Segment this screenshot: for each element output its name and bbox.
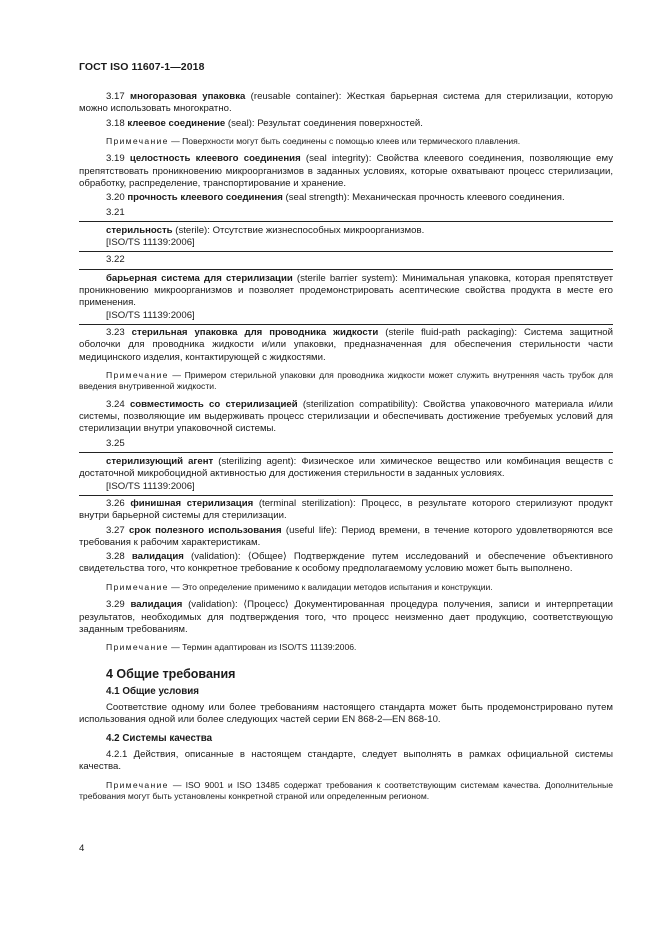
term-number-3-21: 3.21 [106,206,125,218]
term-3-29: 3.29 валидация (validation): ⟨Процесс⟩ Документированная процедура получения, записи и интерпретации результатов, необходимых для подтверждения того, что процесс неизменно дает продукцию, соответствующую заданным требованиям. [79,599,613,635]
term-3-20: 3.20 прочность клеевого соединения (seal strength): Механическая прочность клеевого соединения. [106,192,565,204]
term-3-18: 3.18 клеевое соединение (seal): Результат соединения поверхностей. [106,117,423,129]
subsection-heading-4-2: 4.2 Системы качества [106,732,213,744]
boxed-term-3-25: стерилизующий агент (sterilizing agent): Физическое или химическое вещество или комбинация веществ с достаточной микробоцидной активностью для достижения стерильности в заданных условиях. [ISO/TS 11139:2006] [79,452,613,496]
document-header: ГОСТ ISO 11607-1—2018 [79,61,205,73]
boxed-term-3-21: стерильность (sterile): Отсутствие жизнеспособных микроорганизмов. [ISO/TS 11139:2006] [79,221,613,253]
reference: [ISO/TS 11139:2006] [106,237,195,249]
note-4-2-1: Примечание — ISO 9001 и ISO 13485 содержат требования к соответствующим системам качества. Дополнительные требования могут быть установлены конкретной страной или определенным регионом. [79,779,613,802]
term-3-24: 3.24 совместимость со стерилизацией (sterilization compatibility): Свойства упаковочного материала и/или системы, позволяющие им выдерживать процесс стерилизации и обеспечивать достижение требуемых условий для стерилизации внутри упаковочной системы. [79,398,613,435]
term-3-28: 3.28 валидация (validation): ⟨Общее⟩ Подтверждение путем исследований и обеспечение объективного свидетельства того, что конкретное требование к особому предполагаемому условию может быть выполнено. [79,551,614,575]
note-3-18: Примечание — Поверхности могут быть соединены с помощью клеев или термического плавления. [106,135,521,146]
page-number: 4 [79,843,85,854]
reference: [ISO/TS 11139:2006] [106,309,195,321]
section-heading-4: 4 Общие требования [106,666,236,681]
note-3-23: Примечание — Примером стерильной упаковки для проводника жидкости может служить внутренняя часть трубок для введения внутривенной жидкости. [79,369,613,392]
paragraph-4-2-1: 4.2.1 Действия, описанные в настоящем стандарте, следует выполнять в рамках официальной системы качества. [79,749,613,773]
term-number-3-25: 3.25 [106,437,125,449]
paragraph-4-1: Соответствие одному или более требованиям настоящего стандарта может быть продемонстрировано путем использования одной или более следующих частей серии EN 868-2—EN 868-10. [79,702,613,726]
term-3-23: 3.23 стерильная упаковка для проводника жидкости (sterile fluid-path packaging): Система защитной оболочки для проводника жидкости и/или упаковки, предназначенная для обеспечения стерильности части медицинского изделия, контактирующей с жидкостями. [79,326,613,363]
boxed-term-3-22: барьерная система для стерилизации (sterile barrier system): Минимальная упаковка, которая препятствует проникновению микроорганизмов и позволяет продемонстрировать асептические свойства продукта в месте его применения. [ISO/TS 11139:2006] [79,269,613,325]
note-3-29: Примечание — Термин адаптирован из ISO/TS 11139:2006. [106,642,357,653]
term-3-26: 3.26 финишная стерилизация (terminal sterilization): Процесс, в результате которого стерилизуют продукт внутри барьерной системы для стерилизации. [79,497,613,522]
subsection-heading-4-1: 4.1 Общие условия [106,685,199,697]
note-3-28: Примечание — Это определение применимо к валидации методов испытания и конструкции. [106,581,493,592]
term-3-17: 3.17 многоразовая упаковка (reusable container): Жесткая барьерная система для стерилизации, которую можно использовать многократно. [79,91,613,115]
term-3-19: 3.19 целостность клеевого соединения (seal integrity): Свойства клеевого соединения, позволяющие ему препятствовать проникновению микроорганизмов в заданных условиях, которые охватывают процесс стерилизации, обработку, распределение, транспортирование и хранение. [79,153,613,189]
reference: [ISO/TS 11139:2006] [106,480,195,492]
document-body [79,91,613,809]
term-3-27: 3.27 срок полезного использования (useful life): Период времени, в течение которого удовлетворяются все требования к рабочим характеристикам. [79,524,613,548]
term-number-3-22: 3.22 [106,254,125,266]
